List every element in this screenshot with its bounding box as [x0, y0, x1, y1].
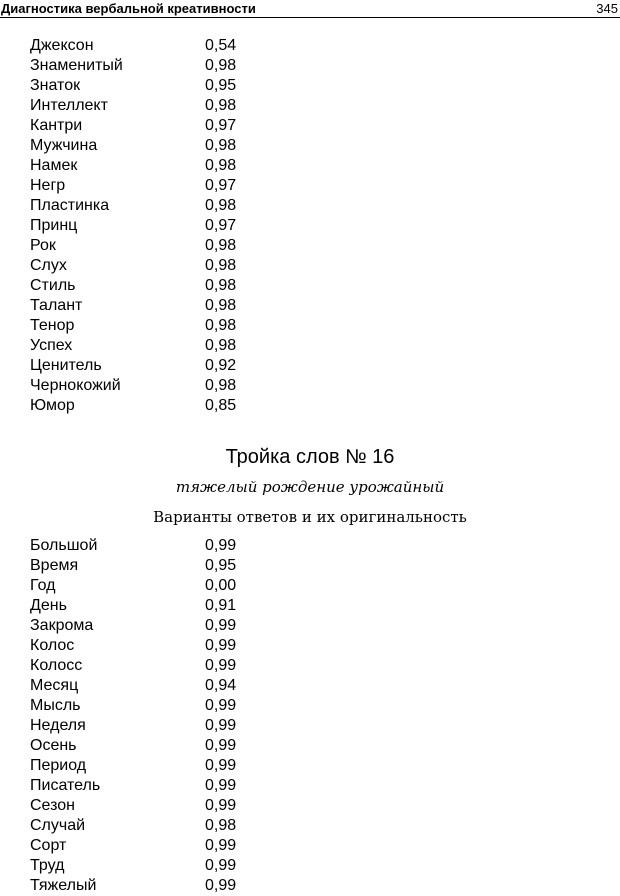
- answer-word: Принц: [30, 217, 78, 234]
- originality-score: 0,98: [205, 337, 237, 354]
- originality-score: 0,91: [205, 597, 237, 614]
- originality-score: 0,99: [205, 537, 237, 554]
- section-title: Тройка слов № 16: [225, 446, 395, 468]
- originality-score: 0,99: [205, 757, 237, 774]
- answer-word: Большой: [30, 537, 98, 554]
- answer-word: Тяжелый: [30, 877, 97, 894]
- answer-word: Талант: [30, 297, 83, 314]
- answer-word: Время: [30, 557, 79, 574]
- originality-score: 0,97: [205, 117, 237, 134]
- originality-score: 0,98: [205, 197, 237, 214]
- originality-score: 0,97: [205, 177, 237, 194]
- originality-score: 0,98: [205, 377, 237, 394]
- answer-word: Сорт: [30, 837, 67, 854]
- originality-score: 0,99: [205, 657, 237, 674]
- answer-word: Осень: [30, 737, 77, 754]
- originality-score: 0,99: [205, 617, 237, 634]
- originality-score: 0,99: [205, 777, 237, 794]
- originality-score: 0,98: [205, 257, 237, 274]
- originality-score: 0,98: [205, 817, 237, 834]
- answer-word: Юмор: [30, 397, 75, 414]
- originality-score: 0,97: [205, 217, 237, 234]
- answers-heading: Варианты ответов и их оригинальность: [153, 508, 467, 526]
- originality-score: 0,98: [205, 297, 237, 314]
- answer-word: Период: [30, 757, 87, 774]
- originality-score: 0,99: [205, 797, 237, 814]
- answer-word: Намек: [30, 157, 78, 174]
- answer-word: Успех: [30, 337, 73, 354]
- answer-word: Чернокожий: [30, 377, 121, 394]
- answer-word: Знаток: [30, 77, 81, 94]
- originality-score: 0,99: [205, 637, 237, 654]
- answer-word: Мысль: [30, 697, 81, 714]
- originality-score: 0,99: [205, 697, 237, 714]
- originality-score: 0,99: [205, 857, 237, 874]
- answer-word: Пластинка: [30, 197, 110, 214]
- answer-word: Мужчина: [30, 137, 98, 154]
- answer-word: Кантри: [30, 117, 83, 134]
- originality-score: 0,99: [205, 877, 237, 894]
- originality-score: 0,92: [205, 357, 237, 374]
- answer-word: Знаменитый: [30, 57, 123, 74]
- answer-word: Случай: [30, 817, 86, 834]
- header-rule: [0, 17, 620, 18]
- originality-score: 0,98: [205, 137, 237, 154]
- page-header: [0, 0, 620, 18]
- answer-word: Колос: [30, 637, 75, 654]
- running-title: Диагностика вербальной креативности: [1, 1, 256, 16]
- page-number: 345: [596, 1, 618, 16]
- answer-word: Тенор: [30, 317, 75, 334]
- originality-score: 0,99: [205, 717, 237, 734]
- answer-word: Труд: [30, 857, 65, 874]
- originality-score: 0,95: [205, 77, 237, 94]
- answer-word: Месяц: [30, 677, 79, 694]
- answer-word: Год: [30, 577, 56, 594]
- originality-score: 0,98: [205, 317, 237, 334]
- originality-score: 0,99: [205, 837, 237, 854]
- answer-word: Ценитель: [30, 357, 102, 374]
- originality-score: 0,95: [205, 557, 237, 574]
- answer-word: Интеллект: [30, 97, 108, 114]
- answer-word: День: [30, 597, 67, 614]
- originality-score: 0,98: [205, 57, 237, 74]
- answer-word: Стиль: [30, 277, 76, 294]
- answer-word: Сезон: [30, 797, 75, 814]
- answer-word: Закрома: [30, 617, 94, 634]
- answer-word: Колосс: [30, 657, 83, 674]
- originality-score: 0,99: [205, 737, 237, 754]
- originality-score: 0,98: [205, 277, 237, 294]
- originality-score: 0,54: [205, 37, 237, 54]
- word-triple: тяжелый рождение урожайный: [175, 478, 445, 496]
- answer-word: Писатель: [30, 777, 101, 794]
- answer-word: Рок: [30, 237, 56, 254]
- originality-score: 0,98: [205, 237, 237, 254]
- originality-score: 0,98: [205, 157, 237, 174]
- answer-word: Негр: [30, 177, 66, 194]
- answer-word: Неделя: [30, 717, 86, 734]
- originality-score: 0,85: [205, 397, 237, 414]
- originality-score: 0,00: [205, 577, 237, 594]
- answer-word: Слух: [30, 257, 67, 274]
- originality-score: 0,94: [205, 677, 237, 694]
- answer-word: Джексон: [30, 37, 94, 54]
- originality-score: 0,98: [205, 97, 237, 114]
